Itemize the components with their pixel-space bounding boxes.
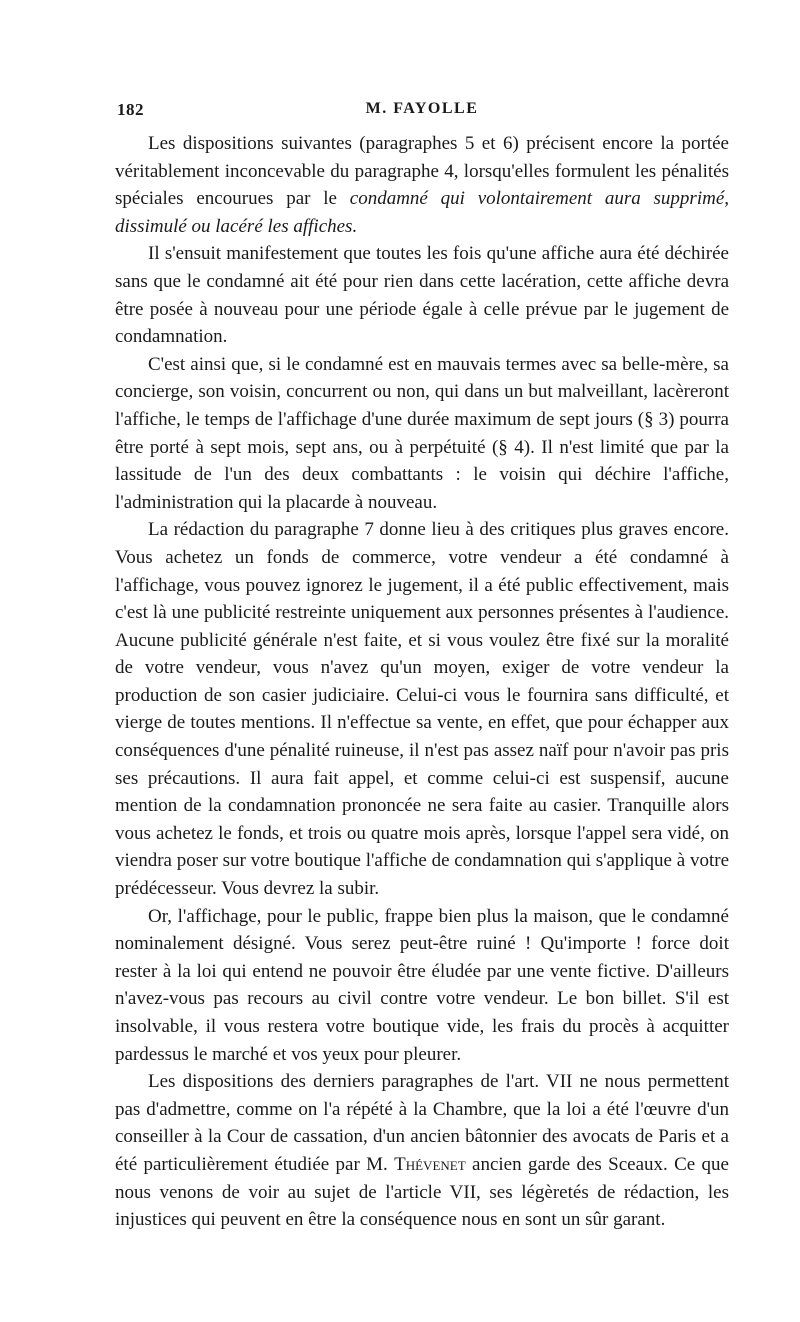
paragraph-6 <box>115 1068 729 1234</box>
paragraph-6-name: Thévenet <box>394 1153 466 1175</box>
paragraph-6-text: Les dispositions des derniers paragraphes de l'art. VII ne nous permettent pas d'admettre, comme on l'a répété à la Chambre, que la loi a été l'œuvre d'un conseiller à la Cour de cassation, d'un ancien bâtonnier des avocats de Paris et a été particulièrement étudiée par M. <box>115 1071 729 1175</box>
paragraph-6-tail: ancien garde des Sceaux. Ce que nous venons de voir au sujet de l'article VII, ses légèretés de rédaction, les injustices qui peuvent en être la conséquence nous en sont un sûr garant. <box>115 1153 729 1231</box>
running-head <box>115 100 729 126</box>
body-text <box>115 130 729 1234</box>
running-head-author: M. FAYOLLE <box>365 100 479 117</box>
paragraph-1-text: Les dispositions suivantes (paragraphes 5 et 6) précisent encore la portée véritablement inconcevable du paragraphe 4, lorsqu'elles formulent les pénalités spéciales encourues par le <box>115 133 729 210</box>
page-number: 182 <box>117 100 144 119</box>
paragraph-4: La rédaction du paragraphe 7 donne lieu à des critiques plus graves encore. Vous achetez un fonds de commerce, votre vendeur a été condamné à l'affichage, vous pouvez ignorez le jugement, il a été public effectivement, mais c'est là une publicité restreinte uniquement aux personnes présentes à l'audience. Aucune publicité générale n'est faite, et si vous voulez être fixé sur la moralité de votre vendeur, vous n'avez qu'un moyen, exiger de votre vendeur la production de son casier judiciaire. Celui-ci vous le fournira sans difficulté, et vierge de toutes mentions. Il n'effectue sa vente, en effet, que pour échapper aux conséquences d'une pénalité ruineuse, il n'est pas assez naïf pour n'avoir pas pris ses précautions. Il aura fait appel, et comme celui-ci est suspensif, aucune mention de la condamnation prononcée ne sera faite au casier. Tranquille alors vous achetez le fonds, et trois ou quatre mois après, lorsque l'appel sera vidé, on viendra poser sur votre boutique l'affiche de condamnation qui s'applique à votre prédécesseur. Vous devrez la subir. <box>115 519 729 900</box>
paragraph-1 <box>115 130 729 240</box>
paragraph-5: Or, l'affichage, pour le public, frappe bien plus la maison, que le condamné nominalement désigné. Vous serez peut-être ruiné ! Qu'importe ! force doit rester à la loi qui entend ne pouvoir être éludée par une vente fictive. D'ailleurs n'avez-vous pas recours au civil contre votre vendeur. Le bon billet. S'il est insolvable, il vous restera votre boutique vide, les frais du procès à acquitter pardessus le marché et vos yeux pour pleurer. <box>115 905 729 1065</box>
paragraph-1-italic-quote: condamné qui volontairement aura supprimé, dissimulé ou lacéré les affiches. <box>115 188 730 237</box>
book-page <box>115 100 729 1234</box>
paragraph-3: C'est ainsi que, si le condamné est en mauvais termes avec sa belle-mère, sa concierge, son voisin, concurrent ou non, qui dans un but malveillant, lacèreront l'affiche, le temps de l'affichage d'une durée maximum de sept jours (§ 3) pourra être porté à sept mois, sept ans, ou à perpétuité (§ 4). Il n'est limité que par la lassitude de l'un des deux combattants : le voisin qui déchire l'affiche, l'administration qui la placarde à nouveau. <box>115 353 729 513</box>
paragraph-2: Il s'ensuit manifestement que toutes les fois qu'une affiche aura été déchirée sans que le condamné ait été pour rien dans cette lacération, cette affiche devra être posée à nouveau pour une période égale à celle prévue par le jugement de condamnation. <box>115 243 729 348</box>
